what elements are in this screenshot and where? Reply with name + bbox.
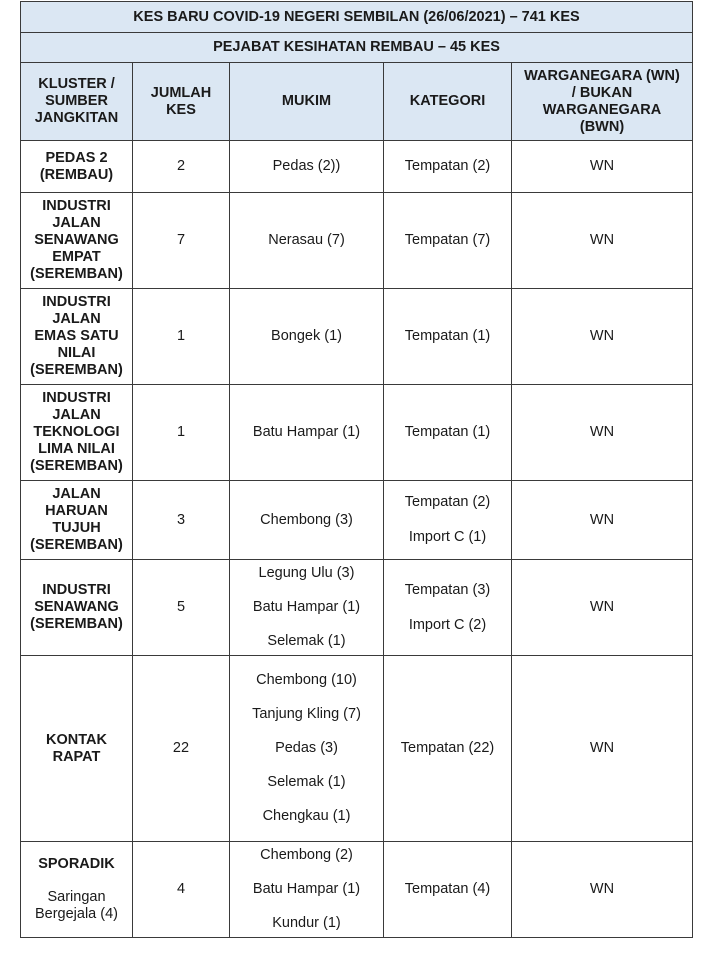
cluster-cell: SPORADIK Saringan Bergejala (4) (21, 842, 133, 938)
mukim-cell: Legung Ulu (3) Batu Hampar (1) Selemak (1) (230, 560, 384, 656)
cluster-cell: INDUSTRI JALAN EMAS SATU NILAI (SEREMBAN) (21, 289, 133, 385)
header-mukim: MUKIM (230, 63, 384, 141)
count-cell: 3 (133, 481, 230, 560)
mukim-cell: Chembong (3) (230, 481, 384, 560)
kategori-cell: Tempatan (22) (384, 656, 512, 842)
cluster-cell: INDUSTRI SENAWANG (SEREMBAN) (21, 560, 133, 656)
cluster-cell: INDUSTRI JALAN SENAWANG EMPAT (SEREMBAN) (21, 193, 133, 289)
table-row (21, 289, 693, 385)
mukim-cell: Chembong (10) Tanjung Kling (7) Pedas (3) Selemak (1) Chengkau (1) (230, 656, 384, 842)
count-cell: 1 (133, 385, 230, 481)
citizenship-cell: WN (512, 141, 693, 193)
count-cell: 7 (133, 193, 230, 289)
kategori-cell: Tempatan (2) (384, 141, 512, 193)
mukim-cell: Nerasau (7) (230, 193, 384, 289)
count-cell: 5 (133, 560, 230, 656)
header-row (21, 63, 693, 141)
cases-table-frame (20, 1, 692, 935)
count-cell: 2 (133, 141, 230, 193)
citizenship-cell: WN (512, 842, 693, 938)
header-jumlah: JUMLAH KES (133, 63, 230, 141)
header-cluster: KLUSTER / SUMBER JANGKITAN (21, 63, 133, 141)
kategori-cell: Tempatan (4) (384, 842, 512, 938)
cluster-cell: INDUSTRI JALAN TEKNOLOGI LIMA NILAI (SEREMBAN) (21, 385, 133, 481)
kategori-cell: Tempatan (2) Import C (1) (384, 481, 512, 560)
mukim-cell: Batu Hampar (1) (230, 385, 384, 481)
table-row (21, 842, 693, 938)
count-cell: 4 (133, 842, 230, 938)
covid-cases-table (20, 1, 693, 938)
mukim-cell: Bongek (1) (230, 289, 384, 385)
header-citizenship: WARGANEGARA (WN) / BUKAN WARGANEGARA (BWN) (512, 63, 693, 141)
citizenship-cell: WN (512, 656, 693, 842)
table-row (21, 560, 693, 656)
table-subtitle: PEJABAT KESIHATAN REMBAU – 45 KES (21, 33, 693, 63)
table-row (21, 385, 693, 481)
kategori-cell: Tempatan (1) (384, 289, 512, 385)
cluster-sub-label: Saringan Bergejala (4) (34, 889, 118, 922)
mukim-cell: Chembong (2) Batu Hampar (1) Kundur (1) (230, 842, 384, 938)
citizenship-cell: WN (512, 289, 693, 385)
citizenship-cell: WN (512, 193, 693, 289)
kategori-cell: Tempatan (3) Import C (2) (384, 560, 512, 656)
kategori-cell: Tempatan (1) (384, 385, 512, 481)
mukim-cell: Pedas (2)) (230, 141, 384, 193)
table-title: KES BARU COVID-19 NEGERI SEMBILAN (26/06/2021) – 741 KES (21, 2, 693, 33)
table-row (21, 481, 693, 560)
citizenship-cell: WN (512, 385, 693, 481)
table-row (21, 656, 693, 842)
cluster-cell: PEDAS 2 (REMBAU) (21, 141, 133, 193)
citizenship-cell: WN (512, 560, 693, 656)
header-kategori: KATEGORI (384, 63, 512, 141)
count-cell: 22 (133, 656, 230, 842)
citizenship-cell: WN (512, 481, 693, 560)
table-row (21, 193, 693, 289)
cluster-cell: JALAN HARUAN TUJUH (SEREMBAN) (21, 481, 133, 560)
kategori-cell: Tempatan (7) (384, 193, 512, 289)
count-cell: 1 (133, 289, 230, 385)
table-row (21, 141, 693, 193)
cluster-cell: KONTAK RAPAT (21, 656, 133, 842)
